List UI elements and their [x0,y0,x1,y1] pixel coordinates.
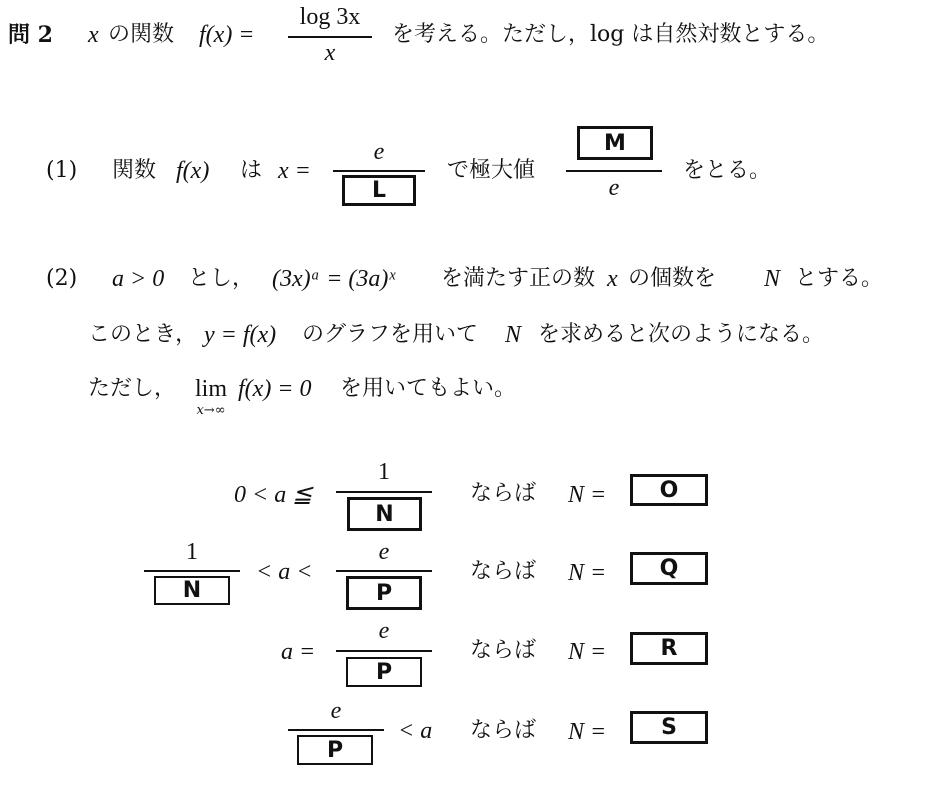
case1-n-eq: N = [568,482,607,508]
part1-fraction-bar-left [333,170,425,172]
case4-left-fraction-bar [288,729,384,731]
part2-var-N: N [764,266,781,292]
case3-left: a = [281,639,316,665]
answer-box-Q: Q [630,552,708,585]
part1-frac-numerator: e [373,139,385,165]
answer-box-S: S [630,711,708,744]
answer-box-P-repeat-1: P [346,657,422,687]
part1-text-max: で極大値 [447,158,536,183]
answer-box-P: P [346,576,422,610]
case2-left-fraction-bar [144,570,240,572]
header-frac-numerator: log 3x [299,4,361,30]
part1-text-wa: は [240,158,263,183]
part2-text-count: の個数を [628,266,717,291]
part2-label: (2) [46,266,78,291]
case3-n-eq: N = [568,639,607,665]
part2-a-gt-0: a > 0 [112,266,165,292]
part1-frac-denominator: e [608,175,620,201]
case2-middle: < a < [256,559,313,585]
case2-n-eq: N = [568,560,607,586]
part2-var-x: x [607,266,618,292]
case1-then: ならば [470,481,537,506]
answer-box-L: L [342,175,416,206]
part1-f-x: f(x) [176,158,210,184]
case1-fraction-bar [336,491,432,493]
part2-text-graph: のグラフを用いて [302,322,479,347]
var-x: x [88,22,99,48]
case2-fraction-bar [336,570,432,572]
case1-frac-numerator: 1 [378,459,390,485]
part2-equation: (3x)ᵃ = (3a)ˣ [272,266,396,292]
part1-label: (1) [46,158,78,183]
answer-box-P-repeat-2: P [297,735,373,765]
part1-text-function: 関数 [112,158,157,183]
text-consider: を考える。ただし，log は自然対数とする。 [392,22,830,47]
part2-text-tadashi: ただし， [88,376,177,401]
answer-box-M: M [577,126,653,160]
part1-x-eq: x = [278,158,311,184]
case2-frac-numerator: e [378,539,390,565]
case4-then: ならば [470,718,537,743]
part2-text-result: を求めると次のようになる。 [538,322,825,347]
text-function-of: の関数 [108,22,175,47]
part2-lim: lim [194,376,227,402]
answer-box-N-repeat: N [154,576,230,605]
case3-frac-numerator: e [378,618,390,644]
part2-text-toshi: とし， [188,266,255,291]
case1-left: 0 < a ≦ [234,482,313,508]
part1-fraction-bar-right [566,170,662,172]
part2-text-youi: を用いてもよい。 [340,376,517,401]
case2-left-numerator: 1 [186,539,198,565]
answer-box-N: N [347,497,422,531]
answer-box-R: R [630,632,708,665]
header-frac-denominator: x [324,40,336,66]
case4-n-eq: N = [568,719,607,745]
part2-var-N-2: N [505,322,522,348]
part2-fx-eq-0: f(x) = 0 [238,376,312,402]
header-fraction-bar [288,36,372,38]
answer-box-O: O [630,474,708,506]
part2-text-satisfy: を満たす正の数 [441,266,596,291]
part2-text-suru: とする。 [795,266,884,291]
case3-fraction-bar [336,650,432,652]
question-label: 問 2 [8,22,53,48]
case2-then: ならば [470,559,537,584]
part1-text-take: をとる。 [683,158,772,183]
case3-then: ならば [470,638,537,663]
case4-middle: < a [398,718,433,744]
part2-y-eq-fx: y = f(x) [204,322,277,348]
f-x-eq: f(x) = [199,22,255,48]
part2-lim-subscript: x→∞ [196,403,226,418]
case4-left-numerator: e [330,698,342,724]
part2-text-konotoki: このとき， [88,322,198,347]
